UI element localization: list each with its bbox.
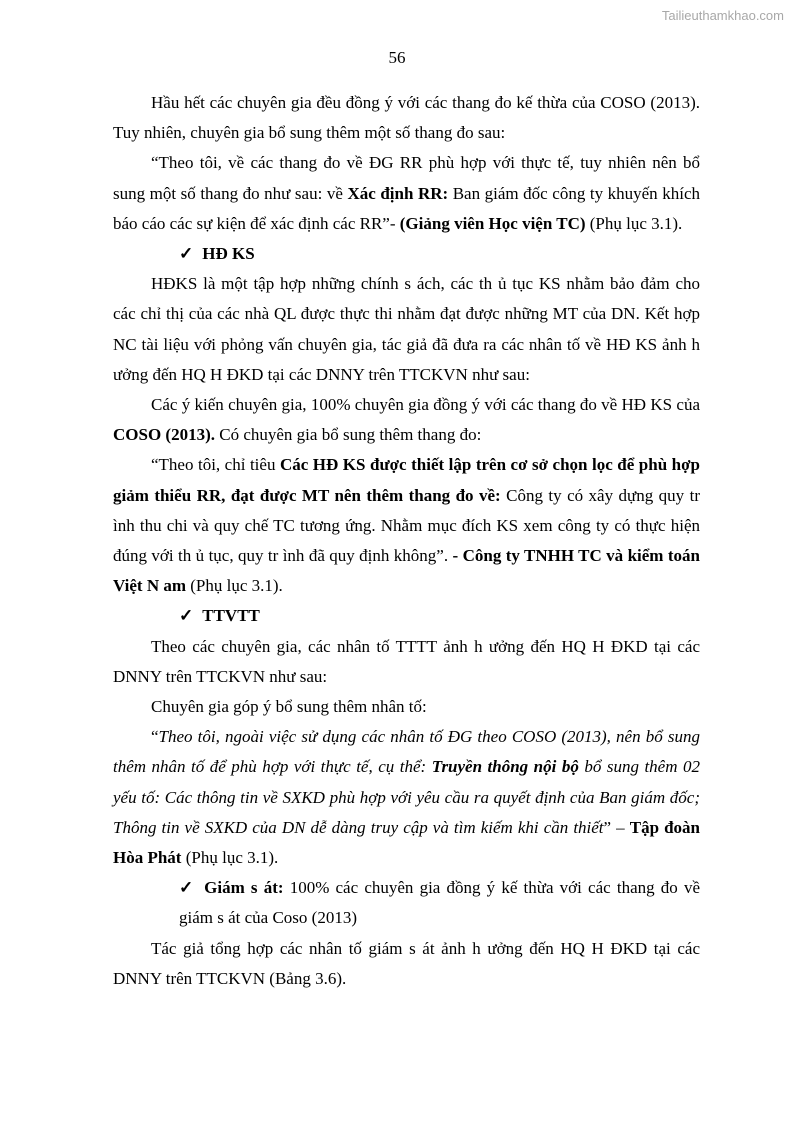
bold-text: COSO (2013). — [113, 425, 215, 445]
text: (Phụ lục 3.1). — [585, 213, 683, 233]
paragraph-expert-suggestion: Chuyên gia góp ý bổ sung thêm nhân tố: — [151, 697, 427, 717]
text: (Phụ lục 3.1). — [186, 576, 283, 596]
section-heading-ttvtt — [113, 601, 700, 631]
section-heading-giam-sat — [113, 873, 700, 933]
text: “Theo tôi, chỉ tiêu — [151, 455, 280, 475]
source-citation: - Công ty TNHH TC và kiểm toán Việt N am — [113, 546, 700, 596]
text: ” – — [603, 817, 630, 837]
paragraph-expert-opinions — [113, 390, 700, 450]
text: Các ý kiến chuyên gia, 100% chuyên gia đồng ý với các thang đo về HĐ KS của — [151, 395, 700, 415]
paragraph-intro: Hầu hết các chuyên gia đều đồng ý với các thang đo kế thừa của COSO (2013). Tuy nhiên, chuyên gia bổ sung thêm một số thang đo sau: — [113, 93, 700, 143]
text: Có chuyên gia bổ sung thêm thang đo: — [215, 425, 482, 445]
text: Công ty có xây dựng quy tr ình thu chi và quy chế TC tương ứng. Nhằm mục đích KS xem công ty có thực hiện đúng với th ủ tục, quy tr ình đã quy định không”. — [113, 485, 700, 566]
text: 100% các chuyên gia đồng ý kế thừa với các thang đo về giám s át của Coso (2013) — [179, 878, 700, 928]
source-citation: Tập đoàn Hòa Phát — [113, 817, 701, 868]
checkmark-icon: ✓ — [179, 606, 194, 626]
checkmark-icon: ✓ — [179, 244, 194, 264]
paragraph-summary: Tác giả tổng hợp các nhân tố giám s át ảnh h ưởng đến HQ H ĐKD tại các DNNY trên TTCKVN (Bảng 3.6). — [113, 938, 700, 988]
bold-italic-text: Truyền thông nội bộ — [431, 757, 579, 777]
text: Ban giám đốc công ty khuyến khích báo cáo các sự kiện để xác định các RR”- — [113, 183, 700, 233]
bold-text: Các HĐ KS được thiết lập trên cơ sở chọn lọc để phù hợp giảm thiểu RR, đạt được MT nên thêm thang đo về: — [113, 455, 700, 505]
text: (Phụ lục 3.1). — [181, 848, 279, 868]
heading-label: Giám s át: — [204, 878, 284, 898]
paragraph-hdks-definition: HĐKS là một tập hợp những chính s ách, các th ủ tục KS nhằm bảo đảm cho các chỉ thị của các nhà QL được thực thi nhằm đạt được những MT của DN. Kết hợp NC tài liệu với phỏng vấn chuyên gia, tác giả đã đưa ra các nhân tố về HĐ KS ảnh h ưởng đến HQ H ĐKD tại các DNNY trên TTCKVN như sau: — [113, 274, 700, 384]
text: “ — [151, 727, 159, 747]
paragraph-ttvtt-intro: Theo các chuyên gia, các nhân tố TTTT ảnh h ưởng đến HQ H ĐKD tại các DNNY trên TTCKVN như sau: — [113, 636, 700, 686]
document-body — [113, 88, 700, 994]
heading-label: HĐ KS — [202, 244, 255, 264]
watermark: Tailieuthamkhao.com — [661, 8, 784, 23]
bold-text: Xác định RR: — [347, 183, 449, 203]
page-number: 56 — [388, 48, 406, 67]
text: “Theo tôi, về các thang đo về ĐG RR phù hợp với thực tế, tuy nhiên nên bổ sung một số thang đo như sau: về — [113, 153, 700, 203]
italic-text: Theo tôi, ngoài việc sử dụng các nhân tố ĐG theo COSO (2013), nên bổ sung thêm nhân tố để phù hợp với thực tế, cụ thể: — [113, 727, 700, 777]
source-citation: (Giảng viên Học viện TC) — [399, 213, 586, 233]
heading-label: TTVTT — [202, 606, 260, 626]
section-heading-hd-ks — [113, 239, 700, 269]
checkmark-icon: ✓ — [179, 878, 196, 898]
paragraph-expert-quote-control — [113, 450, 700, 601]
italic-text: bổ sung thêm 02 yếu tố: Các thông tin về SXKD phù hợp với yêu cầu ra quyết định của Ban giám đốc; Thông tin về SXKD của DN dễ dàng truy cập và tìm kiếm khi cần thiết — [113, 757, 700, 837]
paragraph-expert-quote-risk — [113, 148, 700, 239]
paragraph-expert-quote-communication — [113, 722, 700, 873]
